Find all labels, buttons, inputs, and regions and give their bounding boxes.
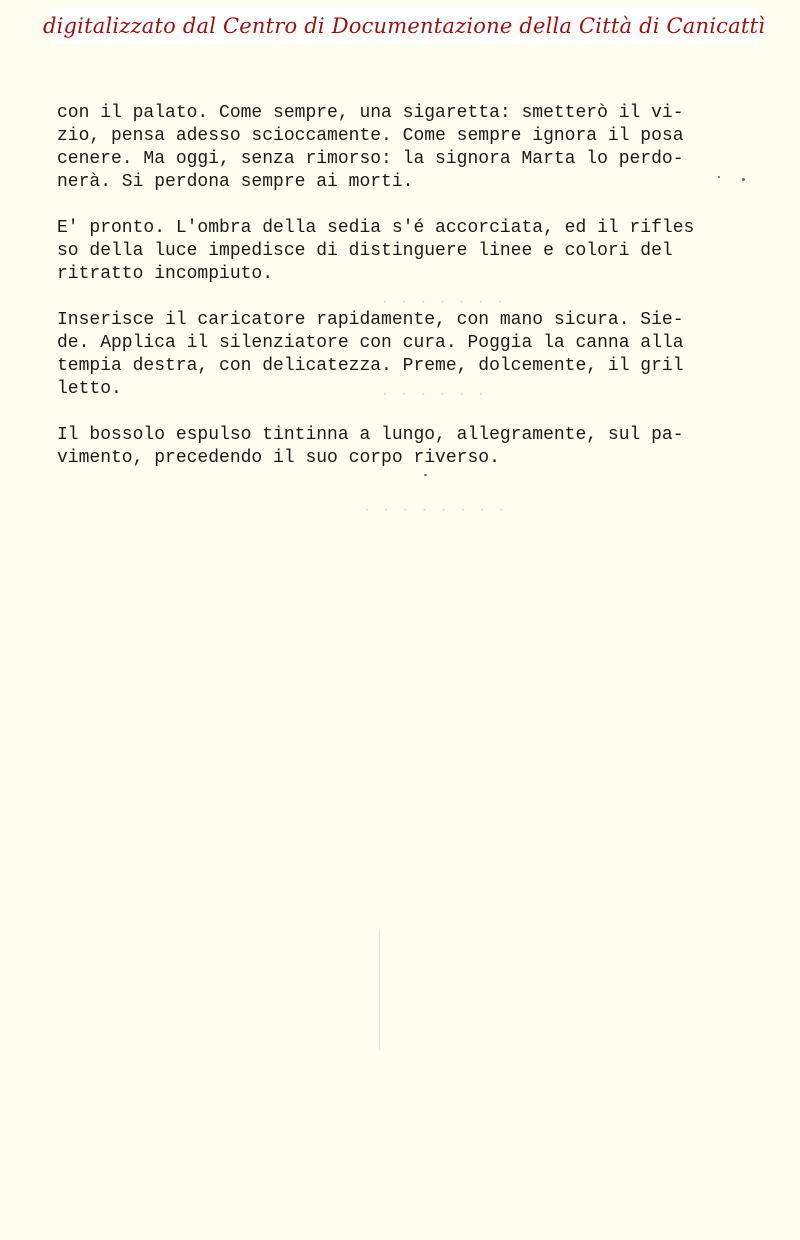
show-through-mark: . . . . . . .	[380, 290, 505, 308]
text-line: tempia destra, con delicatezza. Preme, dolcemente, il gril	[57, 356, 684, 376]
paragraph-4	[57, 424, 757, 470]
text-line: Il bossolo espulso tintinna a lungo, allegramente, sul pa-	[57, 425, 684, 445]
text-line: de. Applica il silenziatore con cura. Poggia la canna alla	[57, 333, 684, 353]
text-line: so della luce impedisce di distinguere linee e colori del	[57, 241, 673, 261]
text-line: ritratto incompiuto.	[57, 264, 274, 284]
fold-crease	[379, 930, 380, 1050]
paragraph-3	[57, 309, 757, 401]
text-line: Inserisce il caricatore rapidamente, con mano sicura. Sie-	[57, 310, 684, 330]
typed-text-body	[57, 102, 757, 493]
text-line: zio, pensa adesso scioccamente. Come sempre ignora il posa	[57, 126, 684, 146]
text-line: cenere. Ma oggi, senza rimorso: la signora Marta lo perdo-	[57, 149, 684, 169]
digitization-banner	[42, 8, 766, 44]
paragraph-1	[57, 102, 757, 194]
text-line: nerà. Si perdona sempre ai morti.	[57, 172, 414, 192]
paragraph-2	[57, 217, 757, 286]
text-line: letto.	[57, 379, 122, 399]
show-through-mark: . . . . . .	[380, 382, 486, 400]
show-through-mark: . . . . . . . .	[362, 498, 507, 516]
text-line: vimento, precedendo il suo corpo riverso.	[57, 448, 500, 468]
banner-text: digitalizzato dal Centro di Documentazione della Città di Canicattì	[42, 14, 766, 38]
text-line: con il palato. Come sempre, una sigaretta: smetterò il vi-	[57, 103, 684, 123]
text-line: E' pronto. L'ombra della sedia s'é accorciata, ed il rifles	[57, 218, 695, 238]
